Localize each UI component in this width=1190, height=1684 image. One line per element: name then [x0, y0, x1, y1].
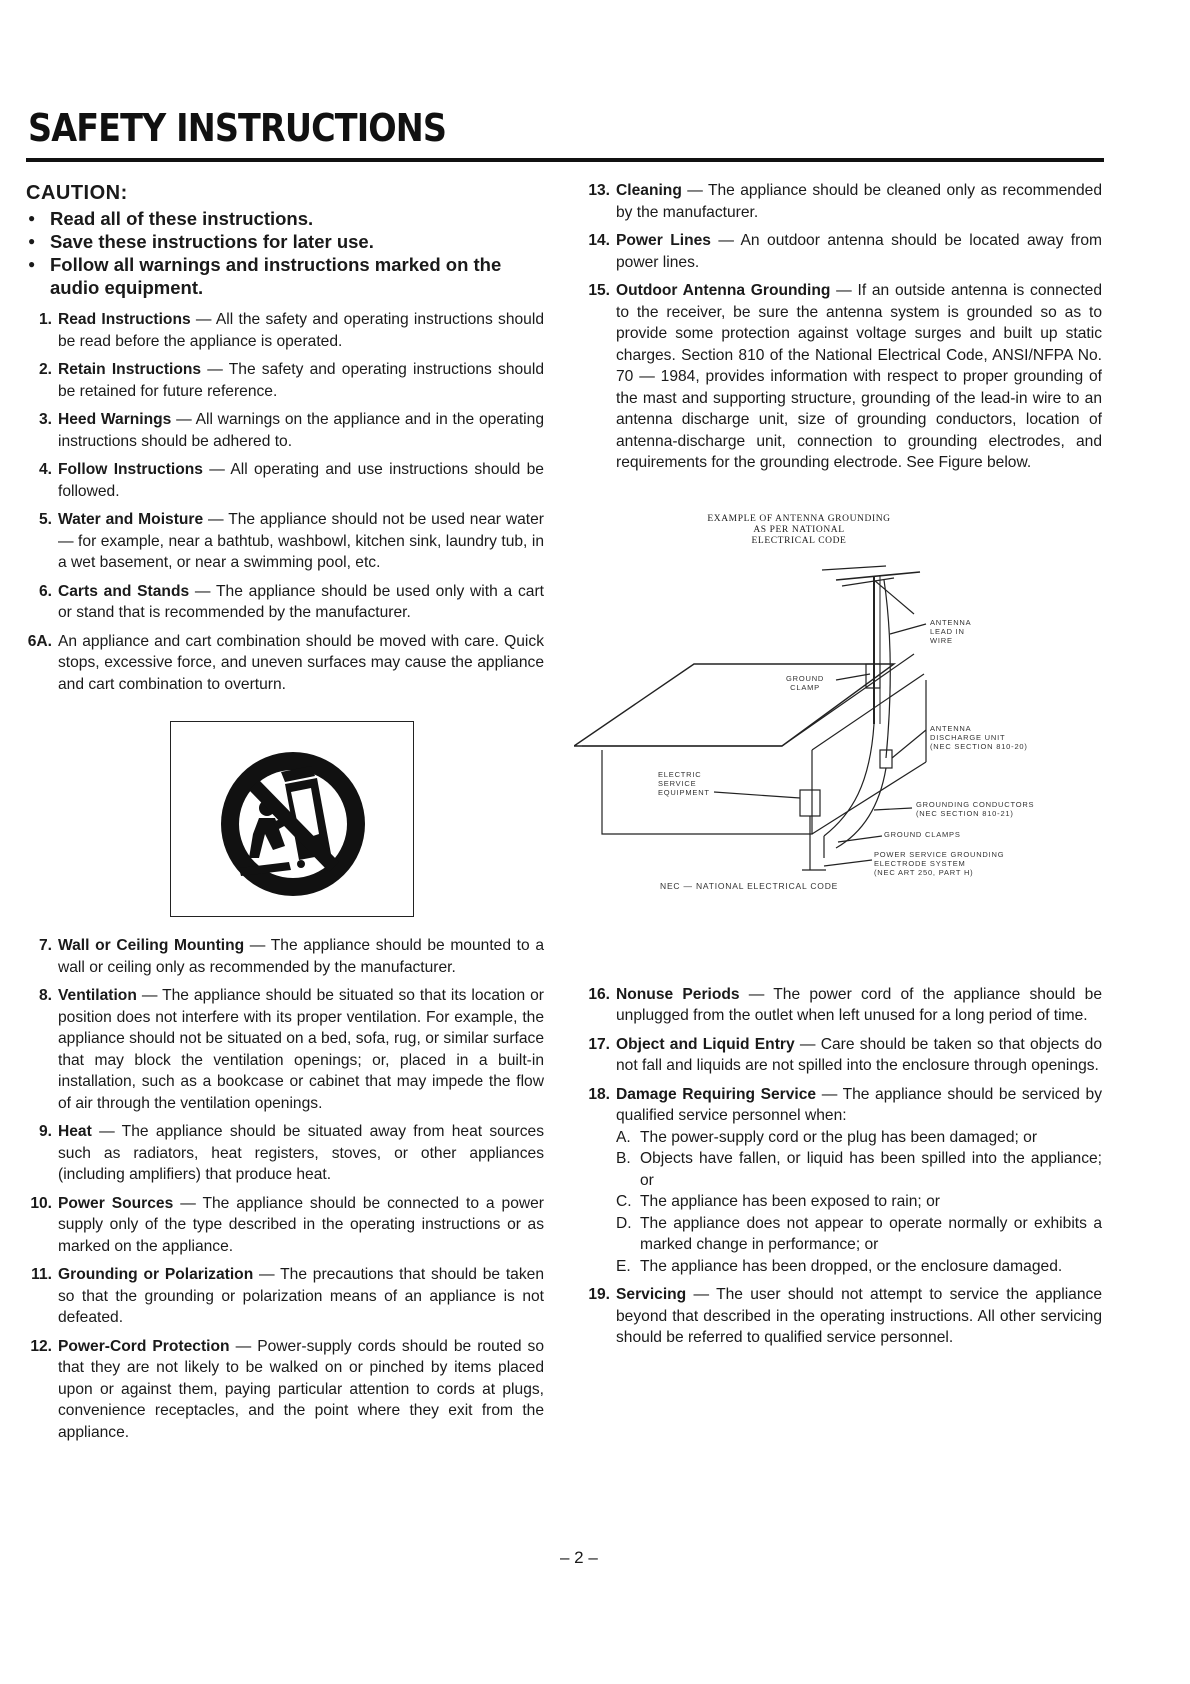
item-text: — All warnings on the appliance and in the operating instructions should be adhered to.	[58, 411, 544, 450]
sub-text: The appliance has been exposed to rain; or	[640, 1193, 940, 1210]
right-column	[584, 180, 1102, 1356]
item-text: — An outdoor antenna should be located away from power lines.	[616, 232, 1102, 271]
instruction-item-1	[26, 309, 544, 352]
page-number: – 2 –	[560, 1548, 598, 1567]
sub-letter: C.	[616, 1193, 632, 1210]
item-title: Ventilation	[58, 987, 137, 1004]
instruction-item-3	[26, 409, 544, 452]
item-title: Power Lines	[616, 232, 711, 249]
item-title: Power Sources	[58, 1194, 174, 1212]
caution-bullet: ● Save these instructions for later use.	[26, 230, 544, 253]
item-title: Read Instructions	[58, 311, 191, 328]
item-text: — The appliance should be cleaned only as recommended by the manufacturer.	[616, 182, 1102, 221]
antenna-grounding-figure	[574, 514, 1102, 984]
item-title: Wall or Ceiling Mounting	[58, 937, 245, 954]
page-title: SAFETY INSTRUCTIONS	[28, 106, 447, 150]
caution-bullet: ● Read all of these instructions.	[26, 207, 544, 230]
sub-item	[616, 1191, 1102, 1213]
item-number: 17.	[588, 1035, 610, 1053]
item-number: 9.	[38, 1123, 52, 1140]
instruction-item-9	[26, 1121, 544, 1186]
left-column	[26, 180, 544, 1450]
item-number: 19.	[588, 1286, 610, 1303]
sub-letter: D.	[616, 1214, 632, 1232]
label-ground-clamps: GROUND CLAMPS	[884, 829, 961, 839]
instruction-item-10	[26, 1193, 544, 1258]
item-title: Cleaning	[616, 182, 682, 199]
label-discharge-unit: ANTENNA DISCHARGE UNIT (NEC SECTION 810-20)	[930, 723, 1028, 751]
item-title: Grounding or Polarization	[58, 1266, 254, 1283]
instruction-item-12	[26, 1336, 544, 1444]
item-number: 11.	[31, 1266, 52, 1283]
instruction-item-11	[26, 1264, 544, 1329]
item-number: 13.	[588, 182, 610, 199]
item-title: Heed Warnings	[58, 411, 172, 428]
caution-bullet: ● Follow all warnings and instructions marked on the audio equipment.	[26, 253, 544, 299]
title-rule	[26, 158, 1104, 162]
instruction-item-14	[584, 230, 1102, 273]
item-number: 10.	[30, 1194, 52, 1212]
item-title: Object and Liquid Entry	[616, 1035, 795, 1053]
item-number: 3.	[38, 411, 52, 428]
caption-line: AS PER NATIONAL	[753, 524, 845, 535]
instruction-item-6a	[26, 631, 544, 696]
item-number: 18.	[588, 1085, 610, 1103]
cart-warning-figure	[170, 721, 414, 917]
instruction-item-2	[26, 359, 544, 402]
sub-text: The appliance has been dropped, or the enclosure damaged.	[640, 1257, 1063, 1275]
item-number: 15.	[588, 282, 610, 299]
label-grounding-conductors: GROUNDING CONDUCTORS (NEC SECTION 810-21)	[916, 799, 1035, 818]
sub-letter: B.	[616, 1150, 631, 1167]
item-number: 14.	[588, 232, 610, 249]
caution-heading: CAUTION:	[26, 182, 128, 204]
instruction-item-16	[584, 984, 1102, 1027]
item-text: An appliance and cart combination should be moved with care. Quick stops, excessive force, and uneven surfaces may cause the appliance and cart combination to overturn.	[58, 632, 544, 693]
instruction-item-19	[584, 1284, 1102, 1349]
item-text: — The power cord of the appliance should be unplugged from the outlet when left unused for a long period of time.	[616, 985, 1102, 1024]
label-nec-note: NEC — NATIONAL ELECTRICAL CODE	[660, 880, 839, 891]
item-number: 4.	[38, 461, 52, 478]
item-number: 6A.	[27, 632, 52, 650]
cart-tipover-icon	[219, 750, 367, 898]
item-text: — Power-supply cords should be routed so that they are not likely to be walked on or pinched by items placed upon or against them, paying particular attention to cords at plugs, convenience receptacles, and the point where they exit from the appliance.	[58, 1337, 544, 1441]
item-text: — The appliance should be serviced by qualified service personnel when:	[616, 1085, 1102, 1124]
item-text: — The appliance should be connected to a power supply only of the type described in the operating instructions or as marked on the appliance.	[58, 1194, 544, 1255]
instruction-item-8	[26, 985, 544, 1114]
item-text: — The appliance should be situated so that its location or position does not interfere with its proper ventilation. For example, the appliance should not be situated on a bed, sofa, rug, or similar surface that may block the ventilation openings; or, placed in a built-in installation, such as a bookcase or cabinet that may impede the flow of air through the ventilation openings.	[58, 987, 544, 1112]
label-antenna-lead: ANTENNA LEAD IN WIRE	[930, 617, 972, 645]
item-title: Servicing	[616, 1286, 687, 1303]
sub-letter: A.	[616, 1128, 631, 1146]
item-text: — The appliance should not be used near water — for example, near a bathtub, washbowl, kitchen sink, laundry tub, in a wet basement, or near a swimming pool, etc.	[58, 511, 544, 571]
instruction-item-18	[584, 1084, 1102, 1278]
instruction-item-6	[26, 581, 544, 624]
item-text: — Care should be taken so that objects do not fall and liquids are not spilled into the enclosure through openings.	[616, 1035, 1102, 1074]
item-title: Carts and Stands	[58, 582, 190, 600]
item-title: Power-Cord Protection	[58, 1337, 230, 1355]
item-title: Water and Moisture	[58, 511, 204, 528]
caution-list	[26, 207, 544, 299]
item-number: 7.	[38, 937, 52, 954]
item-number: 16.	[588, 985, 610, 1003]
item-title: Retain Instructions	[58, 361, 202, 378]
label-ground-clamp: GROUND CLAMP	[786, 673, 825, 692]
item-title: Nonuse Periods	[616, 985, 740, 1003]
sub-text: Objects have fallen, or liquid has been spilled into the appliance; or	[640, 1150, 1102, 1189]
item-text: — All the safety and operating instructions should be read before the appliance is operated.	[58, 311, 544, 350]
caption-line: ELECTRICAL CODE	[751, 535, 847, 546]
item-text: — The appliance should be mounted to a wall or ceiling only as recommended by the manufacturer.	[58, 937, 544, 976]
instruction-item-4	[26, 459, 544, 502]
item-title: Heat	[58, 1123, 92, 1140]
instruction-item-5	[26, 509, 544, 574]
item-number: 2.	[38, 361, 52, 378]
item-title: Damage Requiring Service	[616, 1085, 817, 1103]
sub-text: The appliance does not appear to operate normally or exhibits a marked change in performance; or	[640, 1214, 1102, 1253]
instruction-item-7	[26, 935, 544, 978]
sub-item	[616, 1256, 1102, 1278]
house-antenna-diagram	[574, 514, 1094, 914]
sub-text: The power-supply cord or the plug has been damaged; or	[640, 1128, 1038, 1146]
item-title: Outdoor Antenna Grounding	[616, 282, 831, 299]
sub-letter: E.	[616, 1257, 631, 1275]
item-text: — The appliance should be situated away from heat sources such as radiators, heat registers, stoves, or other appliances (including amplifiers) that produce heat.	[58, 1123, 544, 1183]
item-text: — If an outside antenna is connected to the receiver, be sure the antenna system is grounded so as to provide some protection against voltage surges and built up static charges. Section 810 of the National Electrical Code, ANSI/NFPA No. 70 — 1984, provides information with respect to proper grounding of the mast and supporting structure, grounding of the lead-in wire to an antenna discharge unit, size of grounding conductors, location of antenna-discharge unit, connection to grounding electrodes, and requirements for the grounding electrode. See Figure below.	[616, 282, 1103, 471]
item-text: — The safety and operating instructions should be retained for future reference.	[58, 361, 544, 400]
sub-item	[616, 1148, 1102, 1191]
item-text: — The appliance should be used only with a cart or stand that is recommended by the manufacturer.	[58, 582, 544, 621]
item-number: 1.	[38, 311, 52, 328]
item-text: — The precautions that should be taken so that the grounding or polarization means of an appliance is not defeated.	[58, 1266, 544, 1326]
item-number: 8.	[38, 987, 52, 1004]
item-title: Follow Instructions	[58, 461, 203, 478]
instruction-item-17	[584, 1034, 1102, 1077]
caption-line: EXAMPLE OF ANTENNA GROUNDING	[707, 513, 891, 524]
item-text: — All operating and use instructions should be followed.	[58, 461, 544, 500]
label-service-equipment: ELECTRIC SERVICE EQUIPMENT	[658, 769, 710, 797]
sub-item	[616, 1127, 1102, 1149]
instruction-item-13	[584, 180, 1102, 223]
label-power-service: POWER SERVICE GROUNDING ELECTRODE SYSTEM (NEC ART 250, PART H)	[874, 849, 1005, 877]
sub-item	[616, 1213, 1102, 1256]
item-number: 12.	[30, 1337, 52, 1355]
instruction-item-15	[584, 280, 1102, 474]
item-text: — The user should not attempt to service the appliance beyond that described in the operating instructions. All other servicing should be referred to qualified service personnel.	[616, 1286, 1102, 1346]
item-number: 5.	[38, 511, 52, 528]
item-number: 6.	[38, 582, 52, 600]
